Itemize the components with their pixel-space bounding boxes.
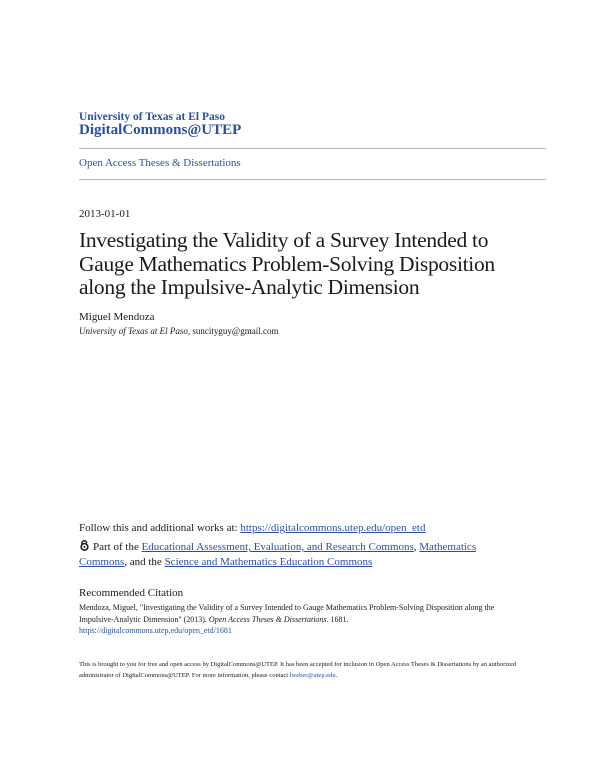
header-divider [79,148,546,149]
author-affiliation [79,326,278,336]
author-email: , suncityguy@gmail.com [187,326,279,336]
part-of-commons [79,540,509,569]
citation-text [79,602,519,637]
publication-date: 2013-01-01 [79,208,131,220]
affiliation-text: University of Texas at El Paso [79,326,188,336]
collection-divider [79,179,546,180]
citation-link[interactable]: https://digitalcommons.utep.edu/open_etd/1681 [79,626,232,635]
contact-email-link[interactable]: lweber@utep.edu [289,672,336,679]
follow-line [79,522,425,534]
citation-journal: Open Access Theses & Dissertations [208,614,327,624]
part-of-prefix: Part of the [93,541,142,553]
open-access-icon [79,540,90,551]
repository-name[interactable]: DigitalCommons@UTEP [79,122,242,138]
follow-link[interactable]: https://digitalcommons.utep.edu/open_etd [240,522,426,534]
collection-link[interactable]: Open Access Theses & Dissertations [79,157,241,169]
access-text: This is brought to you for free and open access by DigitalCommons@UTEP. It has been accepted for inclusion in Open Access Theses & Dissertations by an authorized administrator of DigitalCommons@UTEP. For more information, please contact [79,661,517,679]
access-end: . [335,672,338,679]
citation-heading: Recommended Citation [79,587,184,599]
access-statement [79,659,539,681]
part-of-sep: , [413,541,420,553]
title-line: Investigating the Validity of a Survey Intended to [79,228,489,252]
part-of-sep: , and the [124,555,165,568]
citation-number: . 1681. [326,614,349,624]
commons-link-assessment[interactable]: Educational Assessment, Evaluation, and Research Commons [141,541,414,553]
follow-text: Follow this and additional works at: [79,522,241,534]
title-line: along the Impulsive-Analytic Dimension [79,275,420,299]
document-title [79,229,549,300]
citation-body: Mendoza, Miguel, "Investigating the Validity of a Survey Intended to Gauge Mathematics Problem-Solving Disposition along the Impulsive-Analytic Dimension" (2013). [79,603,495,624]
title-line: Gauge Mathematics Problem-Solving Disposition [79,251,495,276]
commons-link-science-math-ed[interactable]: Science and Mathematics Education Commons [164,555,373,568]
commons-link-mathematics[interactable]: Mathematics Commons [79,541,477,568]
author-name: Miguel Mendoza [79,311,155,323]
institution-name: University of Texas at El Paso [79,111,225,123]
